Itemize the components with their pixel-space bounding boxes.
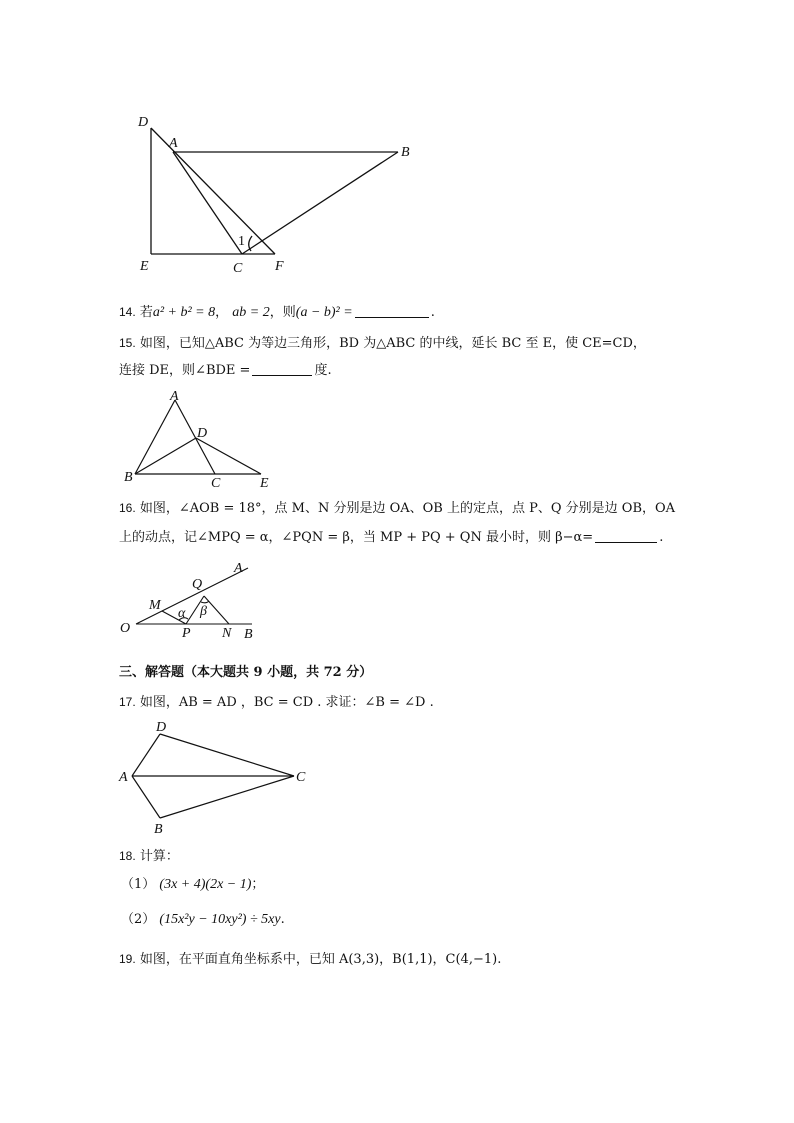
label-p: P: [182, 626, 191, 641]
label-d: D: [156, 720, 167, 735]
question-number: 19.: [119, 952, 136, 966]
segment-qn: [204, 596, 229, 624]
label-a: A: [170, 389, 179, 404]
question-16-line-2: [119, 528, 663, 548]
label-b: B: [154, 822, 163, 837]
question-16-line-1: [119, 498, 675, 519]
label-c: C: [211, 476, 221, 490]
figure-q16: [116, 556, 266, 646]
figure-q13: [130, 108, 430, 283]
question-18: [119, 846, 179, 867]
question-text: 计算：: [139, 849, 179, 864]
punct: ，: [215, 305, 229, 320]
label-a: A: [169, 136, 178, 151]
label-o: O: [120, 621, 131, 636]
segment-bc: [242, 152, 398, 254]
question-number: 17.: [119, 695, 136, 709]
math-expr-2: ab = 2: [232, 305, 270, 320]
question-number: 18.: [119, 849, 136, 863]
question-text: 度.: [314, 363, 332, 378]
segment-ac: [175, 400, 215, 474]
answer-blank[interactable]: [355, 303, 429, 318]
question-text: 如图，已知△ABC 为等边三角形，BD 为△ABC 的中线，延长 BC 至 E，使 CE=CD，: [139, 336, 646, 351]
part-label: （1）: [121, 877, 156, 892]
answer-blank[interactable]: [252, 361, 312, 376]
segment-ab: [132, 776, 160, 818]
question-17: [119, 692, 434, 713]
question-15-line-2: [119, 361, 332, 381]
answer-blank[interactable]: [595, 528, 657, 543]
label-a: A: [234, 561, 243, 576]
label-c: C: [233, 261, 243, 276]
label-e: E: [260, 476, 269, 490]
punct: .: [430, 305, 435, 320]
punct: ，: [269, 305, 283, 320]
label-d: D: [138, 115, 149, 130]
segment-dc: [160, 734, 294, 776]
punct: .: [280, 912, 285, 927]
label-e: E: [140, 259, 149, 274]
label-a: A: [119, 770, 128, 785]
question-14: [119, 302, 435, 323]
math-expr-1: a² + b² = 8: [152, 305, 216, 320]
question-text: 连接 DE，则∠BDE =: [119, 363, 251, 378]
question-18-part-1: [121, 875, 264, 895]
label-q: Q: [192, 577, 203, 592]
question-number: 16.: [119, 501, 136, 515]
label-beta: β: [200, 604, 207, 619]
text-if: 若: [139, 305, 153, 320]
segment-ab: [135, 400, 175, 474]
math-expr: (3x + 4)(2x − 1): [159, 877, 252, 892]
question-text: 如图，在平面直角坐标系中，已知 A(3,3)，B(1,1)，C(4,−1).: [139, 952, 502, 967]
question-text: 上的动点，记∠MPQ = α，∠PQN = β，当 MP + PQ + QN 最小时，则 β−α=: [119, 530, 594, 545]
label-m: M: [149, 598, 161, 613]
text-then: 则: [282, 305, 296, 320]
segment-ac: [173, 152, 242, 254]
segment-bc: [160, 776, 294, 818]
question-19: [119, 949, 501, 970]
figure-q17: [116, 716, 316, 840]
section-heading: 三、解答题（本大题共 9 小题，共 72 分）: [119, 665, 373, 680]
math-expr-3: (a − b)² =: [295, 305, 353, 320]
punct: ；: [251, 877, 265, 892]
angle-beta-arc: [201, 601, 209, 603]
segment-ad: [132, 734, 160, 776]
question-number: 15.: [119, 336, 136, 350]
label-alpha: α: [178, 606, 186, 621]
question-18-part-2: [121, 910, 285, 930]
label-f: F: [275, 259, 284, 274]
part-label: （2）: [121, 912, 156, 927]
angle-1-arc: [249, 236, 252, 251]
label-b: B: [244, 627, 253, 642]
question-15-line-1: [119, 333, 646, 354]
label-angle-1: 1: [238, 234, 245, 249]
label-b: B: [124, 470, 133, 485]
question-number: 14.: [119, 305, 136, 319]
label-n: N: [222, 626, 232, 641]
question-text: 如图，∠AOB = 18°，点 M、N 分别是边 OA、OB 上的定点，点 P、Q 分别是边 OB，OA: [139, 501, 676, 516]
label-b: B: [401, 145, 410, 160]
math-expr: (15x²y − 10xy²) ÷ 5xy: [159, 912, 281, 927]
figure-q15: [120, 388, 280, 490]
label-c: C: [296, 770, 306, 785]
label-d: D: [197, 426, 208, 441]
question-text: 如图，AB = AD ，BC = CD . 求证：∠B = ∠D .: [139, 695, 434, 710]
question-text: .: [659, 530, 664, 545]
